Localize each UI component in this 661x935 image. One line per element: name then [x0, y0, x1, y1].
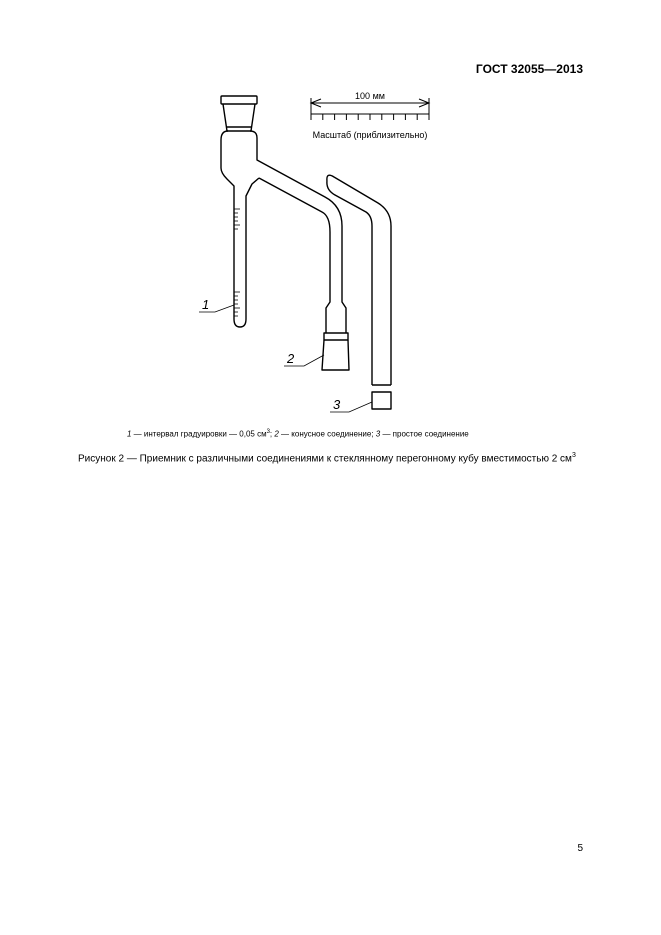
legend-separator: ; [269, 429, 275, 439]
callout-1: 1 [202, 297, 210, 312]
scale-note: Масштаб (приблизительно) [312, 130, 428, 140]
figure-caption [78, 452, 576, 464]
legend-text-2: — конусное соединение; [278, 429, 376, 439]
legend-num-2: 2 [274, 429, 279, 439]
legend-text-3: — простое соединение [380, 429, 469, 439]
callout-2: 2 [287, 351, 295, 366]
standard-number: ГОСТ 32055—2013 [475, 62, 583, 76]
figure-legend [127, 429, 469, 439]
scale-length-label: 100 мм [355, 91, 385, 101]
caption-sup: 3 [571, 452, 576, 459]
legend-num-3: 3 [375, 429, 381, 439]
receiver [221, 96, 391, 409]
scale-bar [311, 98, 429, 120]
legend-text-1: — интервал градуировки — 0,05 см [131, 429, 267, 439]
legend-num-1: 1 [127, 429, 132, 439]
receiver-figure [0, 0, 661, 425]
caption-text: Рисунок 2 — Приемник с различными соединениями к стеклянному перегонному кубу вместимостью 2 см [78, 453, 572, 465]
callout-3: 3 [333, 397, 341, 412]
legend-sup-1: 3 [266, 429, 270, 435]
graduation-marks [234, 209, 240, 316]
page-number: 5 [577, 843, 583, 854]
